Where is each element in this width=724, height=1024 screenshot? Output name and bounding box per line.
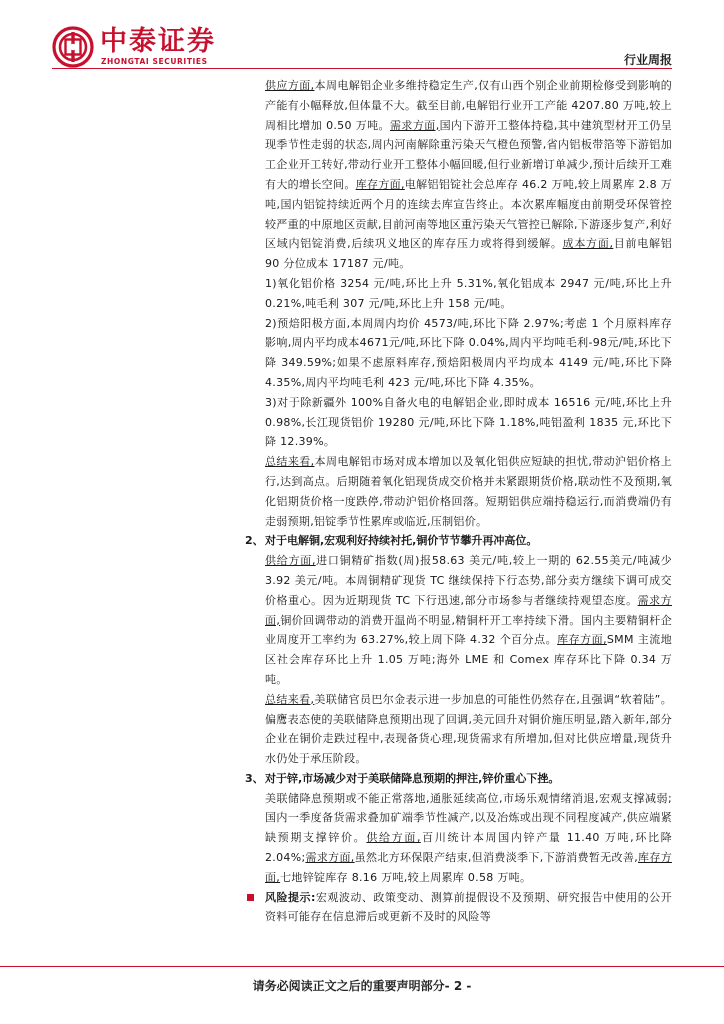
zinc-section-number: 3、 [245, 771, 264, 785]
report-body [52, 76, 676, 956]
copper-summary-paragraph [52, 690, 672, 769]
logo-english-name: ZHONGTAI SECURITIES [101, 57, 208, 66]
zinc-section-heading [52, 769, 672, 789]
copper-inventory-label: 库存方面, [557, 633, 607, 647]
logo-chinese-name: 中泰证券 [100, 26, 216, 57]
aluminum-summary-text: 本周电解铝市场对成本增加以及氧化铝供应短缺的担忧,带动沪铝价格上行,达到高点。后期随着氧化铝现货成交价格并未紧跟期货价格,联动性不及预期,氧化铝期货价格一度跌停,带动沪铝价格回落。短期铝供应端持稳运行,而消费端仍有走弱预期,铝锭季节性累库或临近,压制铝价。 [265, 455, 672, 528]
zinc-market-paragraph [52, 789, 676, 888]
zinc-inventory-text: 七地锌锭库存 8.16 万吨,较上周累库 0.58 万吨。 [280, 870, 532, 884]
aluminum-summary-label: 总结来看, [265, 455, 315, 469]
aluminum-cost-text: 目前电解铝 90 分位成本 17187 元/吨。 [265, 237, 676, 271]
zinc-demand-text: 虽然北方环保限产结束,但消费淡季下,下游消费暂无改善, [354, 851, 639, 865]
disclaimer-notice: 请务必阅读正文之后的重要声明部分 [252, 979, 445, 993]
copper-section-title: 对于电解铜,宏观利好持续衬托,铜价节节攀升再冲高位。 [265, 534, 538, 548]
copper-demand-text: 铜价回调带动的消费开温尚不明显,精铜杆开工率持续下滑。国内主要精铜杆企业周度开工率约为 63.27%,较上周下降 4.32 个百分点。 [265, 613, 672, 647]
copper-summary-label: 总结来看, [265, 692, 315, 706]
copper-supply-label: 供给方面, [265, 554, 316, 568]
report-type-label: 行业周报 [623, 53, 672, 67]
risk-bullet-icon [247, 894, 254, 901]
copper-demand-label: 需求方面, [265, 593, 672, 627]
copper-section-heading [52, 531, 672, 551]
alumina-cost-point: 1)氧化铝价格 3254 元/吨,环比上升 5.31%,氧化铝成本 2947 元/吨,环比上升 0.21%,吨毛利 307 元/吨,环比上升 158 元/吨。 [265, 276, 676, 310]
copper-section-number: 2、 [245, 534, 264, 548]
zinc-supply-text: 百川统计本周国内锌产量 11.40 万吨,环比降 2.04%; [265, 831, 676, 865]
zhongtai-logo-icon [52, 26, 94, 68]
copper-market-paragraph [52, 551, 676, 690]
aluminum-demand-text: 国内下游开工整体持稳,其中建筑型材开工仍呈现季节性走弱的状态,周内河南解除重污染天气橙色预警,省内铝板带箔等下游铝加工企业开工转好,带动行业开工整体小幅回暖,但行业新增订单减少,预计后续开工难有大的增长空间。 [265, 118, 673, 191]
anode-cost-point: 2)预焙阳极方面,本周周内均价 4573/吨,环比下降 2.97%;考虑 1 个月原料库存影响,周内平均成本4671元/吨,环比下降 0.04%,周内平均吨毛利-98元/吨,环比下降 349.59%;如果不虑原料库存,预焙阳极周内平均成本 4149 元/吨,环比下降 4.35%,周内平均吨毛利 423 元/吨,环比下降 4.35%。 [265, 316, 676, 389]
zinc-inventory-label: 库存方面, [265, 851, 673, 884]
aluminum-supply-text: 本周电解铝企业多维持稳定生产,仅有山西个别企业前期检修受到影响的产能有小幅释放,但体量不大。截至目前,电解铝行业开工产能 4207.80 万吨,较上周相比增加 0.50 万吨。 [265, 79, 672, 132]
aluminum-supply-label: 供应方面, [265, 79, 315, 92]
risk-warning-text: 宏观波动、政策变动、测算前提假设不及预期、研究报告中使用的公开资料可能存在信息滞后或更新不及时的风险等 [265, 890, 672, 924]
page-header [0, 0, 724, 80]
power-cost-point: 3)对于除新疆外 100%自备火电的电解铝企业,即时成本 16516 元/吨,环比上升 0.98%,长江现货铝价 19280 元/吨,环比下降 1.18%,吨铝盈利 1835 元,环比下降 12.39%。 [265, 395, 676, 449]
copper-supply-text: 进口铜精矿指数(周)报58.63 美元/吨,较上一期的 62.55美元/吨减少 3.92 美元/吨。本周铜精矿现货 TC 继续保持下行态势,部分卖方继续下调可成交价格重心。因为近期现货 TC 下行迅速,部分市场参与者继续持观望态度。 [265, 554, 676, 607]
zinc-section-title: 对于锌,市场减少对于美联储降息预期的押注,锌价重心下挫。 [265, 771, 560, 785]
page-number: - 2 - [444, 979, 472, 993]
aluminum-summary-paragraph [52, 452, 672, 531]
risk-warning-label: 风险提示: [265, 890, 316, 904]
copper-summary-text: 美联储官员巴尔金表示进一步加息的可能性仍然存在,且强调“软着陆”。偏鹰表态使的美联储降息预期出现了回调,美元回升对铜价施压明显,踏入新年,部分企业在铜价走跌过程中,表现备货心理,现货需求有所增加,但对比供应增量,现货升水仍处于承压阶段。 [265, 692, 672, 766]
aluminum-market-paragraph [52, 76, 676, 274]
header-divider [52, 68, 672, 69]
aluminum-inventory-label: 库存方面, [355, 177, 405, 191]
company-logo [52, 26, 272, 72]
footer-divider [0, 966, 724, 967]
zinc-demand-label: 需求方面, [305, 851, 355, 865]
page-footer [0, 977, 724, 994]
aluminum-cost-label: 成本方面, [562, 237, 614, 251]
copper-inventory-text: SMM 主流地区社会库存环比上升 1.05 万吨;海外 LME 和 Comex 库存环比下降 0.34 万吨。 [265, 633, 672, 686]
zinc-supply-label: 供给方面, [366, 831, 421, 845]
aluminum-demand-label: 需求方面, [389, 118, 440, 132]
zinc-intro-text: 美联储降息预期或不能正常落地,通胀延续高位,市场乐观情绪消退,宏观支撑减弱;国内一季度备货需求叠加矿端季节性减产,以及冶炼或出现不同程度减产,供应端紧缺预期支撑锌价。 [265, 791, 672, 845]
risk-warning-paragraph [52, 888, 672, 928]
aluminum-inventory-text: 电解铝铝锭社会总库存 46.2 万吨,较上周累库 2.8 万吨,国内铝锭持续近两个月的连续去库宣告终止。本次累库幅度由前期受环保管控较严重的中原地区贡献,目前河南等地区重污染天气管控已解除,下游逐步复产,利好区域内铝锭消费,后续巩义地区的库存压力或将得到缓解。 [265, 177, 673, 251]
